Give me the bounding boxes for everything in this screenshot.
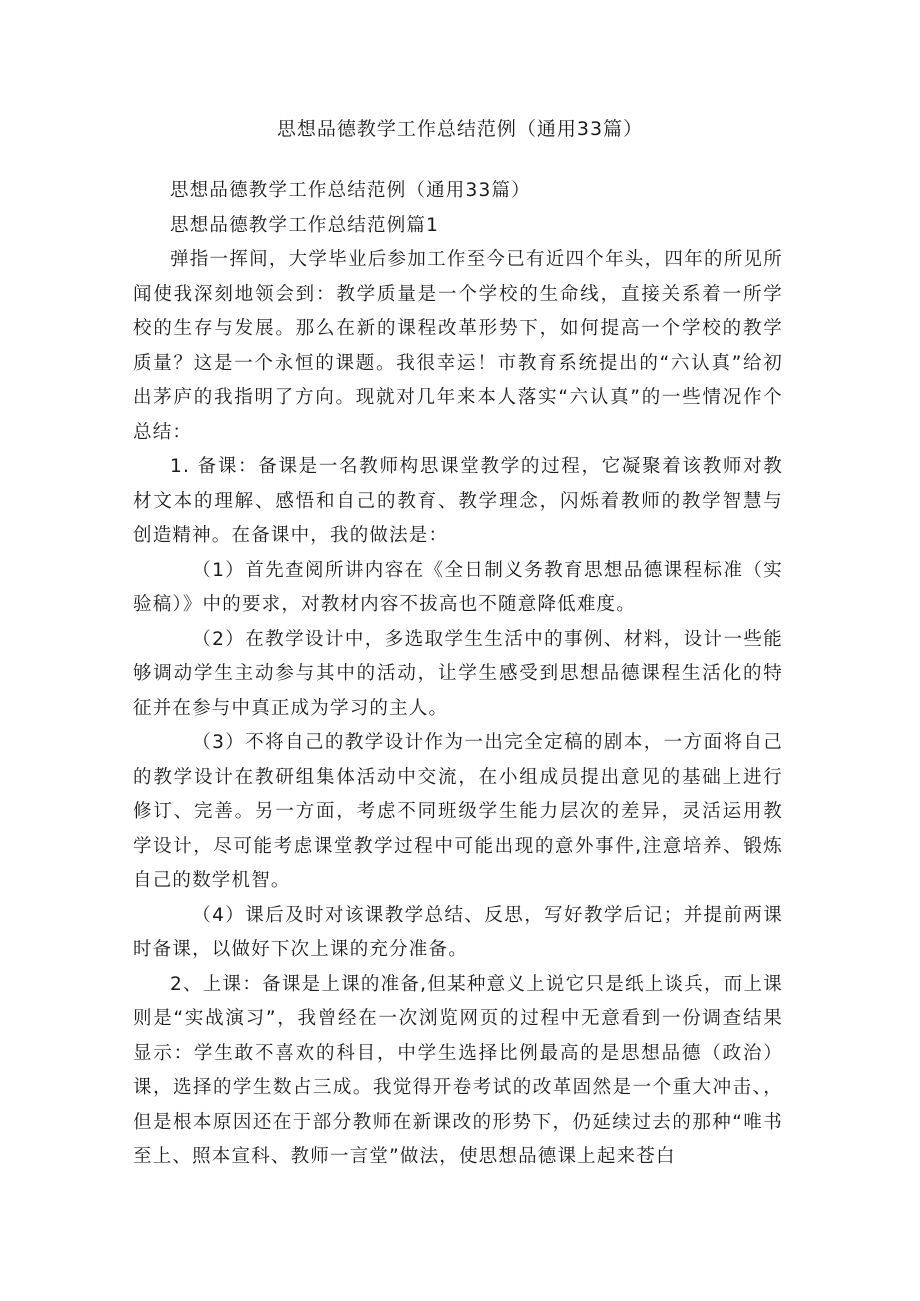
paragraph-subtitle: 思想品德教学工作总结范例（通用33篇） (170, 180, 531, 201)
paragraph-item-1: （1）首先查阅所讲内容在《全日制义务教育思想品德课程标准（实验稿）》中的要求，对教材内容不拔高也不随意降低难度。 (133, 559, 783, 615)
paragraph-teaching: 2、上课：备课是上课的准备,但某种意义上说它只是纸上谈兵，而上课则是“实战演习”，我曾经在一次浏览网页的过程中无意看到一份调查结果显示：学生敢不喜欢的科目，中学生选择比例最高的是思想品德（政治）课，选择的学生数占三成。我觉得开卷考试的改革固然是一个重大冲击、，但是根本原因还在于部分教师在新课改的形势下，仍延续过去的那种“唯书至上、照本宣科、教师一言堂”做法，使思想品德课上起来苍白 (133, 973, 783, 1167)
paragraph-item-4: （4）课后及时对该课教学总结、反思，写好教学后记；并提前两课时备课，以做好下次上课的充分准备。 (133, 904, 783, 960)
paragraph-lesson-prep: 1. 备课：备课是一名教师构思课堂教学的过程，它凝聚着该教师对教材文本的理解、感悟和自己的教育、教学理念，闪烁着教师的教学智慧与创造精神。在备课中，我的做法是： (133, 456, 783, 546)
paragraph-intro: 弹指一挥间，大学毕业后参加工作至今已有近四个年头，四年的所见所闻使我深刻地领会到：教学质量是一个学校的生命线，直接关系着一所学校的生存与发展。那么在新的课程改革形势下，如何提高一个学校的教学质量？这是一个永恒的课题。我很幸运！市教育系统提出的“六认真”给初出茅庐的我指明了方向。现就对几年来本人落实“六认真”的一些情况作个总结： (133, 249, 783, 443)
paragraph-section-heading: 思想品德教学工作总结范例篇1 (170, 214, 440, 236)
paragraph-item-3: （3）不将自己的教学设计作为一出完全定稿的剧本，一方面将自己的教学设计在教研组集体活动中交流，在小组成员提出意见的基础上进行修订、完善。另一方面，考虑不同班级学生能力层次的差异，灵活运用教学设计，尽可能考虑课堂教学过程中可能出现的意外事件,注意培养、锻炼自己的数学机智。 (133, 732, 783, 891)
document-body (133, 174, 783, 1175)
paragraph-item-2: （2）在教学设计中，多选取学生生活中的事例、材料，设计一些能够调动学生主动参与其中的活动，让学生感受到思想品德课程生活化的特征并在参与中真正成为学习的主人。 (133, 628, 783, 719)
document-title: 思想品德教学工作总结范例（通用33篇） (276, 118, 644, 140)
